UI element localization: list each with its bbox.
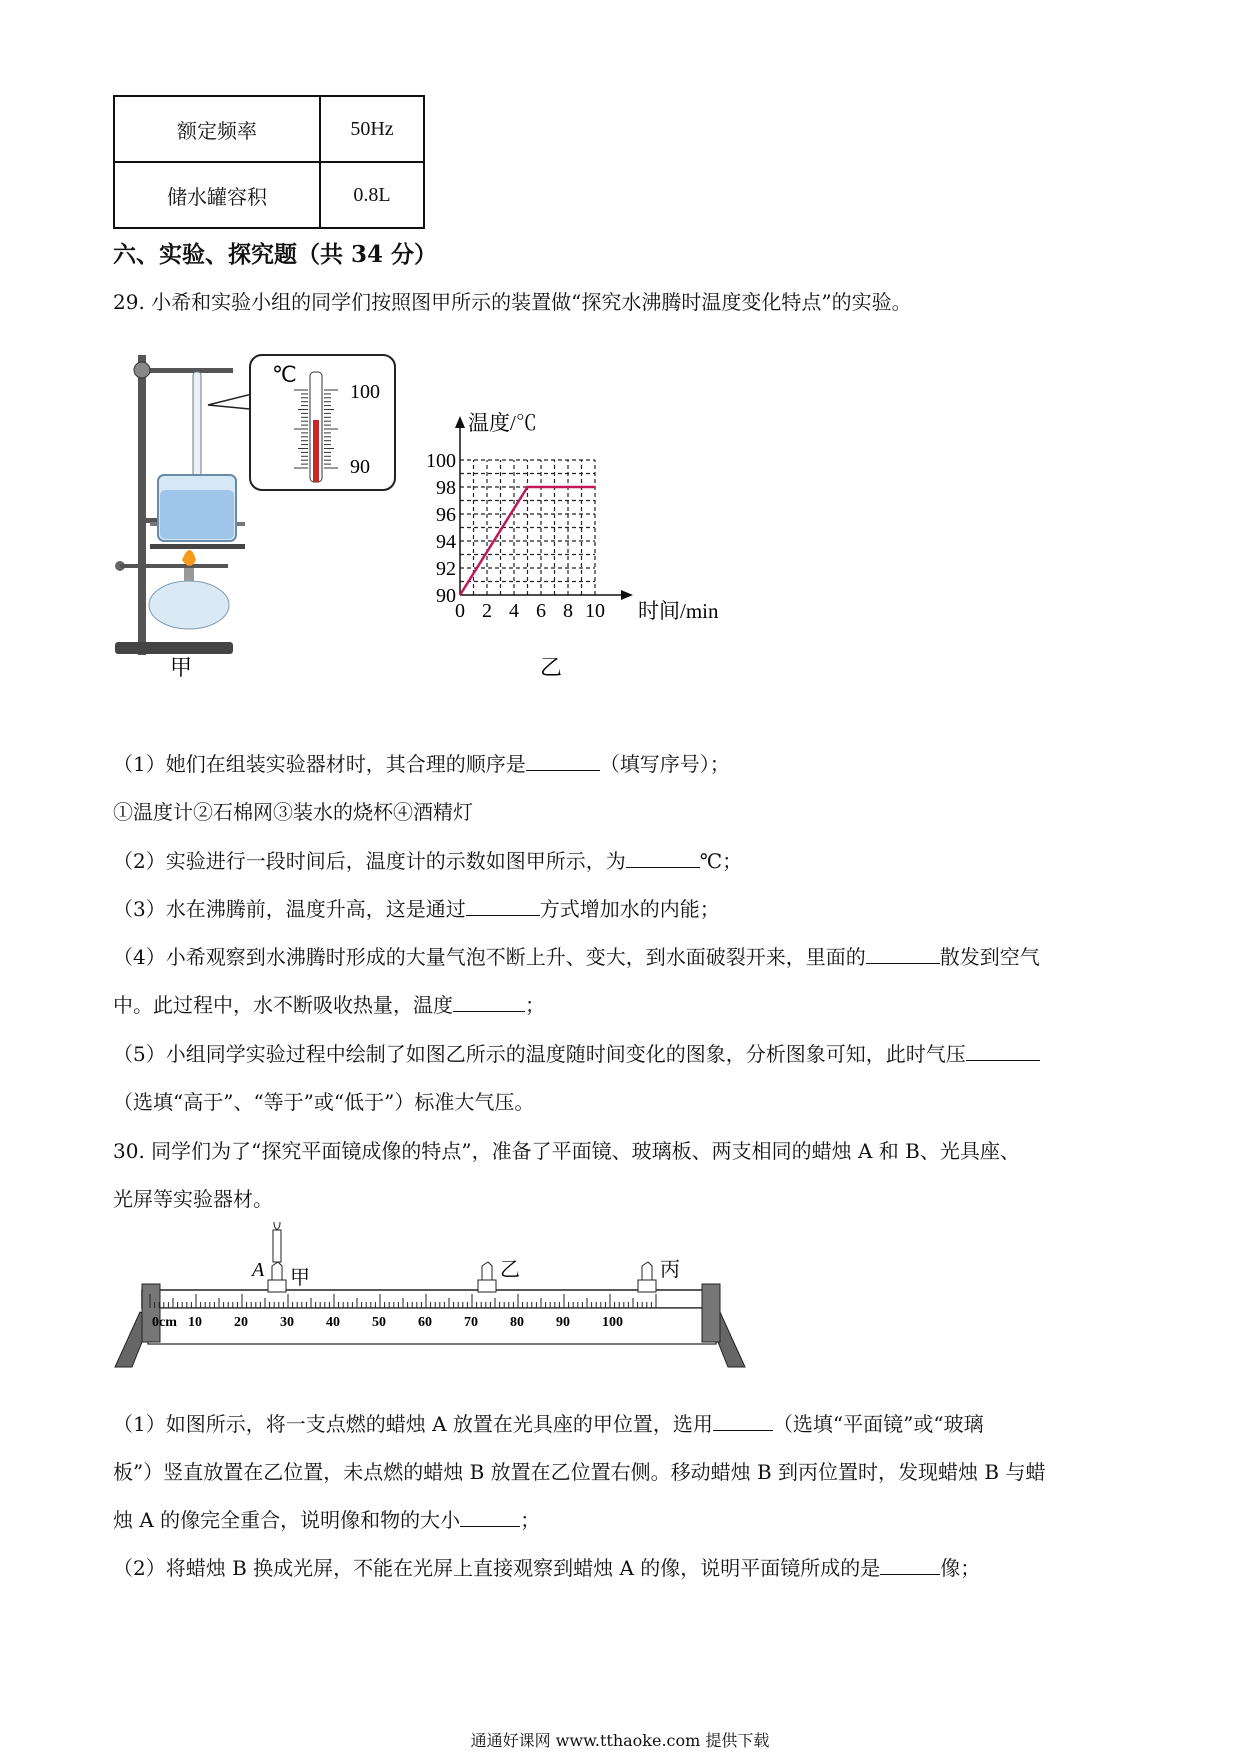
spec-label: 储水罐容积 — [114, 162, 320, 228]
answer-blank[interactable] — [966, 1040, 1040, 1061]
table-row — [114, 162, 424, 228]
chart-ticks — [426, 450, 605, 622]
candle-flame — [274, 1222, 280, 1230]
answer-blank[interactable] — [526, 750, 600, 771]
scale-label: 60 — [418, 1315, 432, 1330]
q29-sub3: （3）水在沸腾前，温度升高，这是通过 方式增加水的内能； — [113, 897, 720, 921]
q29-options: ①温度计②石棉网③装水的烧杯④酒精灯 — [113, 800, 473, 824]
burner-arm — [120, 564, 228, 568]
page-footer: 通通好课网 www.tthaoke.com 提供下载 — [470, 1731, 770, 1750]
scale-label: 0cm — [152, 1315, 177, 1330]
scale-label: 80 — [510, 1315, 524, 1330]
scale-label: 90 — [556, 1315, 570, 1330]
candle-a — [273, 1230, 281, 1262]
x-tick-label: 10 — [585, 600, 605, 622]
answer-blank[interactable] — [713, 1410, 773, 1431]
answer-blank[interactable] — [880, 1554, 940, 1575]
lamp-neck — [184, 568, 194, 582]
x-tick-label: 0 — [455, 600, 465, 622]
scale-label: 100 — [602, 1315, 623, 1330]
stand-base — [115, 642, 233, 654]
q29-sub5b: （选填“高于”、“等于”或“低于”）标准大气压。 — [113, 1090, 535, 1114]
q29-sub2: （2）实验进行一段时间后，温度计的示数如图甲所示，为 ℃； — [113, 849, 743, 873]
optical-bench-figure — [110, 1222, 760, 1372]
table-row — [114, 96, 424, 162]
y-tick-label: 90 — [436, 585, 456, 607]
q30-intro-a: 30. 同学们为了“探究平面镜成像的特点”，准备了平面镜、玻璃板、两支相同的蜡烛 A 和 B、光具座、 — [113, 1139, 1020, 1163]
thermo-unit: ℃ — [272, 362, 297, 387]
y-tick-label: 96 — [436, 504, 456, 526]
thermo-liquid — [313, 420, 319, 482]
spec-value: 0.8L — [320, 162, 424, 228]
y-axis-arrow — [455, 416, 465, 428]
scale-label: 20 — [234, 1315, 248, 1330]
answer-blank[interactable] — [460, 1506, 520, 1527]
answer-blank[interactable] — [626, 847, 700, 868]
thermo-bottom-label: 90 — [350, 456, 370, 478]
holder-yi — [482, 1262, 492, 1280]
stand-rod — [138, 355, 146, 655]
asbestos-net — [150, 544, 245, 549]
spec-label: 额定频率 — [114, 96, 320, 162]
scale-label: 40 — [326, 1315, 340, 1330]
q30-intro-b: 光屏等实验器材。 — [113, 1187, 273, 1211]
clamp-knob — [134, 362, 150, 378]
chart-axes — [455, 416, 633, 600]
holder-bing — [642, 1262, 652, 1280]
position-label-jia: 甲 — [290, 1267, 310, 1289]
position-label-bing: 丙 — [660, 1259, 680, 1281]
q30-sub1c: 烛 A 的像完全重合，说明像和物的大小 ； — [113, 1508, 541, 1532]
q30-sub2: （2）将蜡烛 B 换成光屏，不能在光屏上直接观察到蜡烛 A 的像，说明平面镜所成的是 像； — [113, 1556, 981, 1580]
section-title: 六、实验、探究题（共 34 分） — [113, 241, 438, 268]
chart-grid — [460, 460, 595, 595]
y-tick-label: 100 — [426, 450, 456, 472]
spec-table — [113, 95, 425, 229]
spec-value: 50Hz — [320, 96, 424, 162]
x-tick-label: 8 — [563, 600, 573, 622]
q29-sub1: （1）她们在组装实验器材时，其合理的顺序是 （填写序号）； — [113, 752, 730, 776]
bench-end-left — [142, 1284, 160, 1342]
y-tick-label: 98 — [436, 477, 456, 499]
x-tick-label: 4 — [509, 600, 519, 622]
y-tick-label: 92 — [436, 558, 456, 580]
q29-sub4a: （4）小希观察到水沸腾时形成的大量气泡不断上升、变大，到水面破裂开来，里面的 散发到空气 — [113, 945, 1040, 969]
caption-jia: 甲 — [170, 655, 193, 680]
q29-sub4b: 中。此过程中，水不断吸收热量，温度 ； — [113, 993, 545, 1017]
x-axis-label: 时间/min — [638, 599, 719, 623]
thermo-top-label: 100 — [350, 381, 380, 403]
answer-blank[interactable] — [866, 943, 940, 964]
position-label-yi: 乙 — [500, 1259, 520, 1281]
q30-sub1a: （1）如图所示，将一支点燃的蜡烛 A 放置在光具座的甲位置，选用 （选填“平面镜”或“玻璃 — [113, 1412, 984, 1436]
x-axis-arrow — [621, 590, 633, 600]
figure-yi-chart — [410, 400, 740, 700]
flame — [182, 550, 196, 566]
x-tick-label: 2 — [482, 600, 492, 622]
q29-intro: 29. 小希和实验小组的同学们按照图甲所示的装置做“探究水沸腾时温度变化特点”的实验。 — [113, 290, 912, 314]
candle-label-a: A — [252, 1259, 265, 1281]
y-tick-label: 94 — [436, 531, 456, 553]
scale-label: 70 — [464, 1315, 478, 1330]
scale-label: 30 — [280, 1315, 294, 1330]
answer-blank[interactable] — [466, 895, 540, 916]
q30-sub1b: 板”）竖直放置在乙位置，未点燃的蜡烛 B 放置在乙位置右侧。移动蜡烛 B 到丙位置时，发现蜡烛 B 与蜡 — [113, 1460, 1046, 1484]
scale-label: 50 — [372, 1315, 386, 1330]
scale-label: 10 — [188, 1315, 202, 1330]
y-axis-label: 温度/℃ — [468, 411, 537, 435]
holder-jia — [272, 1262, 282, 1280]
figure-jia — [110, 350, 400, 690]
alcohol-lamp — [149, 581, 229, 629]
answer-blank[interactable] — [453, 991, 525, 1012]
bench-end-right — [702, 1284, 720, 1342]
q29-sub5a: （5）小组同学实验过程中绘制了如图乙所示的温度随时间变化的图象，分析图象可知，此时气压 — [113, 1040, 1040, 1068]
water — [160, 490, 234, 539]
clamp-arm — [138, 368, 233, 373]
caption-yi: 乙 — [540, 655, 563, 680]
x-tick-label: 6 — [536, 600, 546, 622]
